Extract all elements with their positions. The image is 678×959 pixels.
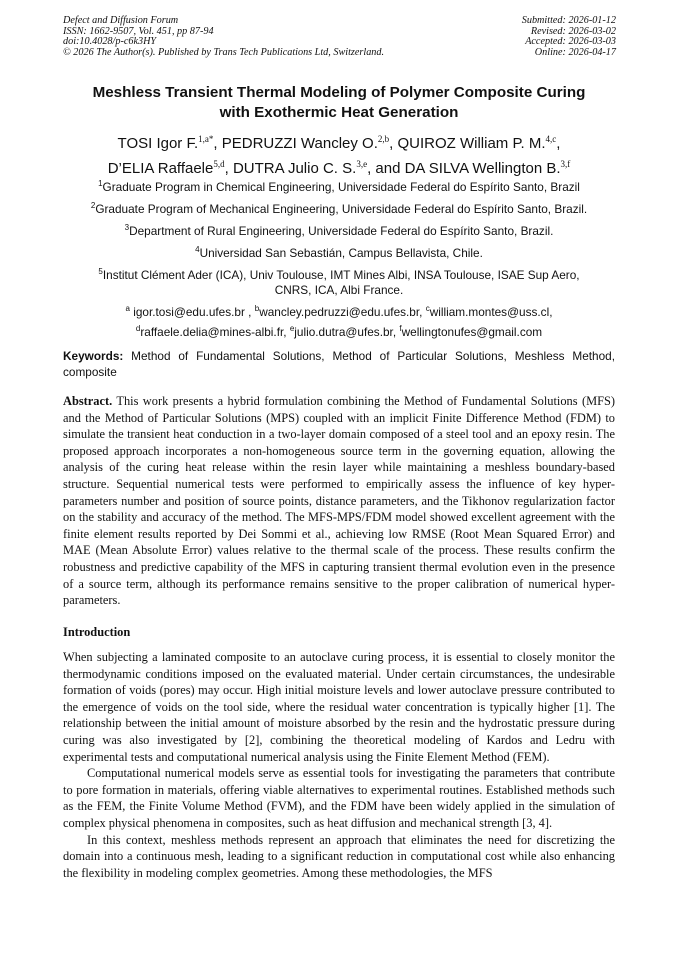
author-sep: ,	[556, 135, 561, 152]
affiliation-3	[30, 220, 648, 239]
affiliation-sup: 3	[124, 223, 130, 232]
date-submitted: Submitted: 2026-01-12	[521, 15, 616, 26]
publication-dates	[522, 16, 616, 58]
paragraph: When subjecting a laminated composite to an autoclave curing process, it is essential to closely monitor the thermodynamic conditions imposed on the evaluated material. Under certain circumstances, the undesirable formation of voids (pores) may occur. High initial moisture levels and lower autoclave pressure contributed to the emergence of voids on the tool side, where the residual water concentration is typically higher [1]. The relationship between the initial amount of moisture absorbed by the resin and the hydrostatic pressure during curing was also investigated by [2], combining the theoretical modeling of Kardos and Ledru with experimental tests and computational numerical analysis using the Finite Element Method (FEM).	[63, 650, 615, 764]
affiliation-5-line-2: CNRS, ICA, Albi France.	[274, 283, 404, 297]
email-sup: d	[135, 323, 141, 333]
introduction-heading: Introduction	[63, 625, 131, 639]
author-sep: ,	[389, 135, 398, 152]
author-sup: 4,c	[545, 134, 557, 144]
doi: doi:10.4028/p-c6k3HY	[63, 36, 157, 48]
email-line-2: $^d$raffaele.delia@mines-albi.fr, $^e$julio.dutra@ufes.br, $^f$wellingtonufes@gmail.com	[135, 323, 543, 339]
paragraph: Computational numerical models serve as essential tools for investigating the parameters that contribute to pore formation in materials, offering viable alternatives to experimental routines. Established methods such as the FEM, the Finite Volume Method (FVM), and the FDM have been widely applied in the simulation of complex physical phenomena in composites, such as heat diffusion and mechanical strength [3, 4].	[63, 766, 615, 830]
affiliation-2	[30, 198, 648, 217]
journal-name: Defect and Diffusion Forum	[63, 15, 179, 26]
affiliation-text: Graduate Program in Chemical Engineering, Universidade Federal do Espírito Santo, Brazil	[102, 180, 580, 194]
author-name: TOSI Igor F.	[117, 135, 199, 152]
title-line-1: Meshless Transient Thermal Modeling of Polymer Composite Curing	[92, 84, 586, 101]
date-online: Online: 2026-04-17	[534, 46, 616, 58]
abstract-label: Abstract.	[63, 394, 113, 408]
author-list	[30, 129, 648, 179]
affiliation-text: Graduate Program of Mechanical Engineering, Universidade Federal do Espírito Santo, Brazil.	[95, 202, 588, 216]
email-e: julio.dutra@ufes.br	[294, 324, 393, 339]
affiliation-1	[30, 176, 648, 195]
affiliation-sup: 5	[98, 267, 103, 276]
paper-title	[40, 83, 638, 123]
author-name: QUIROZ William P. M.	[397, 135, 546, 152]
author-name: DUTRA Julio C. S.	[232, 160, 357, 177]
email-d: raffaele.delia@mines-albi.fr	[140, 324, 284, 339]
author-name: D’ELIA Raffaele	[107, 160, 214, 177]
author-name: DA SILVA Wellington B.	[404, 160, 561, 177]
affiliation-5	[30, 264, 648, 298]
email-sup: c	[425, 304, 430, 313]
affiliation-text: Institut Clément Ader (ICA), Univ Toulouse, IMT Mines Albi, INSA Toulouse, ISAE Sup Aero,	[102, 268, 580, 282]
email-sup: e	[289, 323, 295, 333]
author-sep: ,	[213, 135, 222, 152]
date-accepted: Accepted: 2026-03-03	[525, 36, 616, 48]
affiliation-text: Universidad San Sebastián, Campus Bellavista, Chile.	[199, 246, 483, 260]
affiliation-sup: 2	[90, 201, 96, 210]
paragraph: In this context, meshless methods represent an approach that eliminates the need for discretizing the domain into a continuous mesh, leading to a significant reduction in computational cost while also enhancing the flexibility in modeling complex geometries. Among these methodologies, the MFS	[63, 832, 615, 880]
author-sup: 2,b	[377, 134, 390, 144]
journal-issn: ISSN: 1662-9507, Vol. 451, pp 87-94	[63, 25, 214, 37]
affiliation-sup: 1	[98, 179, 103, 188]
affiliation-5-line-1	[30, 264, 648, 283]
affiliation-4	[30, 242, 648, 261]
abstract	[63, 393, 615, 609]
author-sep: , and	[367, 160, 405, 177]
email-sup: b	[254, 304, 260, 313]
author-sep: ,	[224, 160, 233, 177]
keywords-text: Method of Fundamental Solutions, Method of Particular Solutions, Meshless Method, composite	[63, 349, 615, 379]
email-b: wancley.pedruzzi@edu.ufes.br	[259, 305, 420, 319]
abstract-text: This work presents a hybrid formulation combining the Method of Fundamental Solutions (MFS) and the Method of Particular Solutions (MPS) coupled with an implicit Finite Difference Method (FDM) to simulate the transient heat conduction in a two-layer domain composed of a steel tool and an epoxy resin. The proposed approach incorporates a non-homogeneous source term in the governing equation, allowing the analysis of the curing heat release within the resin layer while maintaining a meshless boundary-based structure. Sequential numerical tests were performed to empirically assess the influence of key hyper-parameters number and position of source points, distance parameters, and the Tikhonov regularization factor on the stability and accuracy of the method. The MFS-MPS/FDM model showed excellent agreement with the finite element results reported by Dei Sommi et al., achieving low RMSE (Root Mean Squared Error) and MAE (Mean Absolute Error) values relative to the thermal scale of the process. These results confirm the robustness and predictive capability of the MFS in capturing transient thermal evolution even in the presence of a source term, although its performance remains sensitive to the proper calibration of numerical hyper-parameters.	[63, 394, 616, 608]
introduction-body	[63, 649, 615, 881]
email-sup: a	[125, 304, 130, 313]
author-sup: 3,f	[560, 159, 571, 169]
keywords-label: Keywords:	[63, 349, 124, 363]
author-name: PEDRUZZI Wancley O.	[221, 135, 378, 152]
journal-info	[63, 16, 384, 58]
affiliation-sup: 4	[195, 245, 200, 254]
author-sup: 5,d	[213, 159, 225, 169]
email-line-1: $^a$ igor.tosi@edu.ufes.br , $^b$wancley.pedruzzi@edu.ufes.br, $^c$william.montes@uss.cl,	[125, 304, 553, 319]
author-sup: 3,e	[356, 159, 368, 169]
author-sup: 1,a*	[198, 134, 214, 144]
affiliation-text: Department of Rural Engineering, Universidade Federal do Espírito Santo, Brazil.	[129, 224, 554, 238]
title-line-2: with Exothermic Heat Generation	[219, 104, 459, 121]
email-a: igor.tosi@edu.ufes.br	[133, 305, 245, 319]
email-list	[30, 301, 648, 340]
date-revised: Revised: 2026-03-02	[530, 25, 616, 37]
email-c: william.montes@uss.cl	[429, 305, 550, 319]
keywords	[63, 348, 615, 380]
author-line-1	[30, 129, 648, 154]
email-f: wellingtonufes@gmail.com	[401, 324, 543, 339]
copyright: © 2026 The Author(s). Published by Trans Tech Publications Ltd, Switzerland.	[63, 46, 385, 58]
email-sup: f	[399, 323, 402, 333]
